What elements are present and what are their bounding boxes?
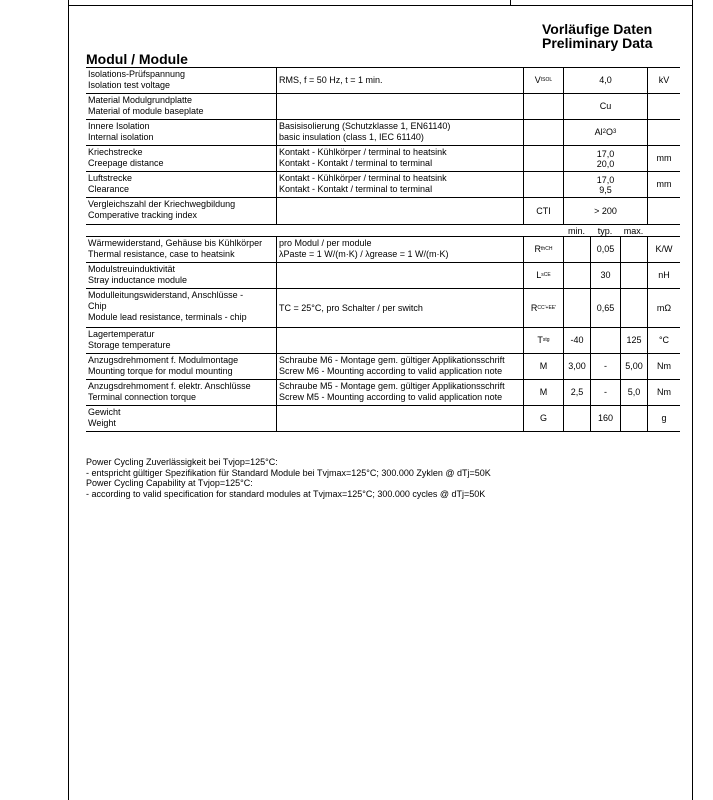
table-row	[86, 354, 680, 380]
table-row	[86, 328, 680, 354]
parameter-name: Modulleitungswiderstand, Anschlüsse - Chip Module lead resistance, terminals - chip	[88, 290, 247, 322]
table-row	[86, 172, 680, 198]
symbol	[523, 120, 563, 145]
table-row	[86, 380, 680, 406]
min-value: 2,5	[563, 380, 590, 405]
minmax-header	[86, 225, 680, 236]
condition: Kontakt - Kühlkörper / terminal to heatsink Kontakt - Kontakt / terminal to terminal	[276, 146, 523, 171]
min-value	[563, 263, 590, 288]
value: Cu	[563, 94, 647, 119]
table-row	[86, 198, 680, 225]
value: Al 2 O 3	[563, 120, 647, 145]
max-label: max.	[623, 225, 644, 236]
table-row	[86, 146, 680, 172]
header-divider	[510, 0, 511, 6]
max-value	[620, 289, 647, 327]
note-line: - entspricht gültiger Spezifikation für Standard Module bei Tvjmax=125°C; 300.000 Zyklen @ dTj=50K	[86, 467, 491, 478]
symbol: M	[523, 380, 563, 405]
unit: g	[647, 406, 680, 431]
symbol: L sCE	[523, 263, 563, 288]
typ-value: 0,65	[590, 289, 620, 327]
min-value: 3,00	[563, 354, 590, 379]
unit: mm	[647, 146, 680, 171]
condition: TC = 25°C, pro Schalter / per switch	[276, 289, 523, 327]
parameter-name: Anzugsdrehmoment f. elektr. Anschlüsse Terminal connection torque	[88, 381, 251, 402]
typ-value	[590, 328, 620, 353]
unit: K/W	[647, 237, 680, 262]
table-row	[86, 68, 680, 94]
condition: Kontakt - Kühlkörper / terminal to heatsink Kontakt - Kontakt / terminal to terminal	[276, 172, 523, 197]
parameter-name: Wärmewiderstand, Gehäuse bis Kühlkörper Thermal resistance, case to heatsink	[88, 238, 263, 259]
condition	[276, 198, 523, 224]
symbol: R CC'+EE'	[523, 289, 563, 327]
min-value	[563, 289, 590, 327]
power-cycling-notes	[86, 457, 491, 499]
symbol: G	[523, 406, 563, 431]
unit	[647, 120, 680, 145]
parameter-name: Kriechstrecke Creepage distance	[88, 147, 164, 168]
table-row	[86, 120, 680, 146]
note-line: Power Cycling Zuverlässigkeit bei Tvjop=125°C:	[86, 457, 278, 467]
condition: pro Modul / per module λPaste = 1 W/(m·K) / λgrease = 1 W/(m·K)	[276, 237, 523, 262]
module-data-table	[86, 67, 680, 432]
max-value	[620, 406, 647, 431]
max-value: 5,00	[620, 354, 647, 379]
table-row	[86, 263, 680, 289]
unit: mm	[647, 172, 680, 197]
symbol	[523, 146, 563, 171]
unit: Nm	[647, 354, 680, 379]
parameter-name: Material Modulgrundplatte Material of module baseplate	[88, 95, 204, 116]
table-row	[86, 406, 680, 432]
symbol: M	[523, 354, 563, 379]
symbol: V ISOL	[523, 68, 563, 93]
max-value: 125	[620, 328, 647, 353]
typ-value: 160	[590, 406, 620, 431]
parameter-name: Modulstreuinduktivität Stray inductance module	[88, 264, 188, 285]
value: 17,0 9,5	[563, 172, 647, 197]
unit: Nm	[647, 380, 680, 405]
min-value: -40	[563, 328, 590, 353]
condition	[276, 263, 523, 288]
header-rule	[68, 5, 693, 6]
value: 4,0	[563, 68, 647, 93]
min-value	[563, 237, 590, 262]
symbol: R thCH	[523, 237, 563, 262]
unit: mΩ	[647, 289, 680, 327]
parameter-name: Innere Isolation Internal isolation	[88, 121, 154, 142]
condition: Schraube M6 - Montage gem. gültiger Applikationsschrift Screw M6 - Mounting according to valid application note	[276, 354, 523, 379]
condition: RMS, f = 50 Hz, t = 1 min.	[276, 68, 523, 93]
typ-label: typ.	[597, 225, 613, 236]
preliminary-de: Vorläufige Daten	[542, 21, 653, 37]
unit: °C	[647, 328, 680, 353]
max-value	[620, 237, 647, 262]
symbol	[523, 172, 563, 197]
page-frame-left	[68, 0, 69, 800]
parameter-name: Luftstrecke Clearance	[88, 173, 133, 194]
typ-value: 30	[590, 263, 620, 288]
parameter-name: Gewicht Weight	[88, 407, 121, 428]
symbol: T stg	[523, 328, 563, 353]
parameter-name: Vergleichszahl der Kriechwegbildung Comperative tracking index	[88, 199, 236, 220]
unit	[647, 198, 680, 224]
symbol	[523, 94, 563, 119]
table-row	[86, 237, 680, 263]
condition: Schraube M5 - Montage gem. gültiger Applikationsschrift Screw M5 - Mounting according to valid application note	[276, 380, 523, 405]
parameter-name: Isolations-Prüfspannung Isolation test voltage	[88, 69, 186, 90]
table-row	[86, 289, 680, 328]
parameter-name: Anzugsdrehmoment f. Modulmontage Mounting torque for modul mounting	[88, 355, 239, 376]
typ-value: -	[590, 354, 620, 379]
min-label: min.	[567, 225, 585, 236]
preliminary-en: Preliminary Data	[542, 35, 653, 51]
section-title: Modul / Module	[86, 51, 188, 67]
parameter-name: Lagertemperatur Storage temperature	[88, 329, 171, 350]
min-value	[563, 406, 590, 431]
table-row	[86, 94, 680, 120]
preliminary-data-label	[542, 22, 653, 50]
max-value	[620, 263, 647, 288]
max-value: 5,0	[620, 380, 647, 405]
condition	[276, 328, 523, 353]
unit: nH	[647, 263, 680, 288]
symbol: CTI	[523, 198, 563, 224]
condition	[276, 406, 523, 431]
condition	[276, 94, 523, 119]
typ-value: -	[590, 380, 620, 405]
page-frame-right	[692, 0, 693, 800]
value: 17,0 20,0	[563, 146, 647, 171]
unit	[647, 94, 680, 119]
note-line: Power Cycling Capability at Tvjop=125°C:	[86, 478, 253, 488]
typ-value: 0,05	[590, 237, 620, 262]
note-line: - according to valid specification for standard modules at Tvjmax=125°C; 300.000 cycles @ dTj=50K	[86, 488, 486, 499]
value: > 200	[563, 198, 647, 224]
unit: kV	[647, 68, 680, 93]
condition: Basisisolierung (Schutzklasse 1, EN61140) basic insulation (class 1, IEC 61140)	[276, 120, 523, 145]
